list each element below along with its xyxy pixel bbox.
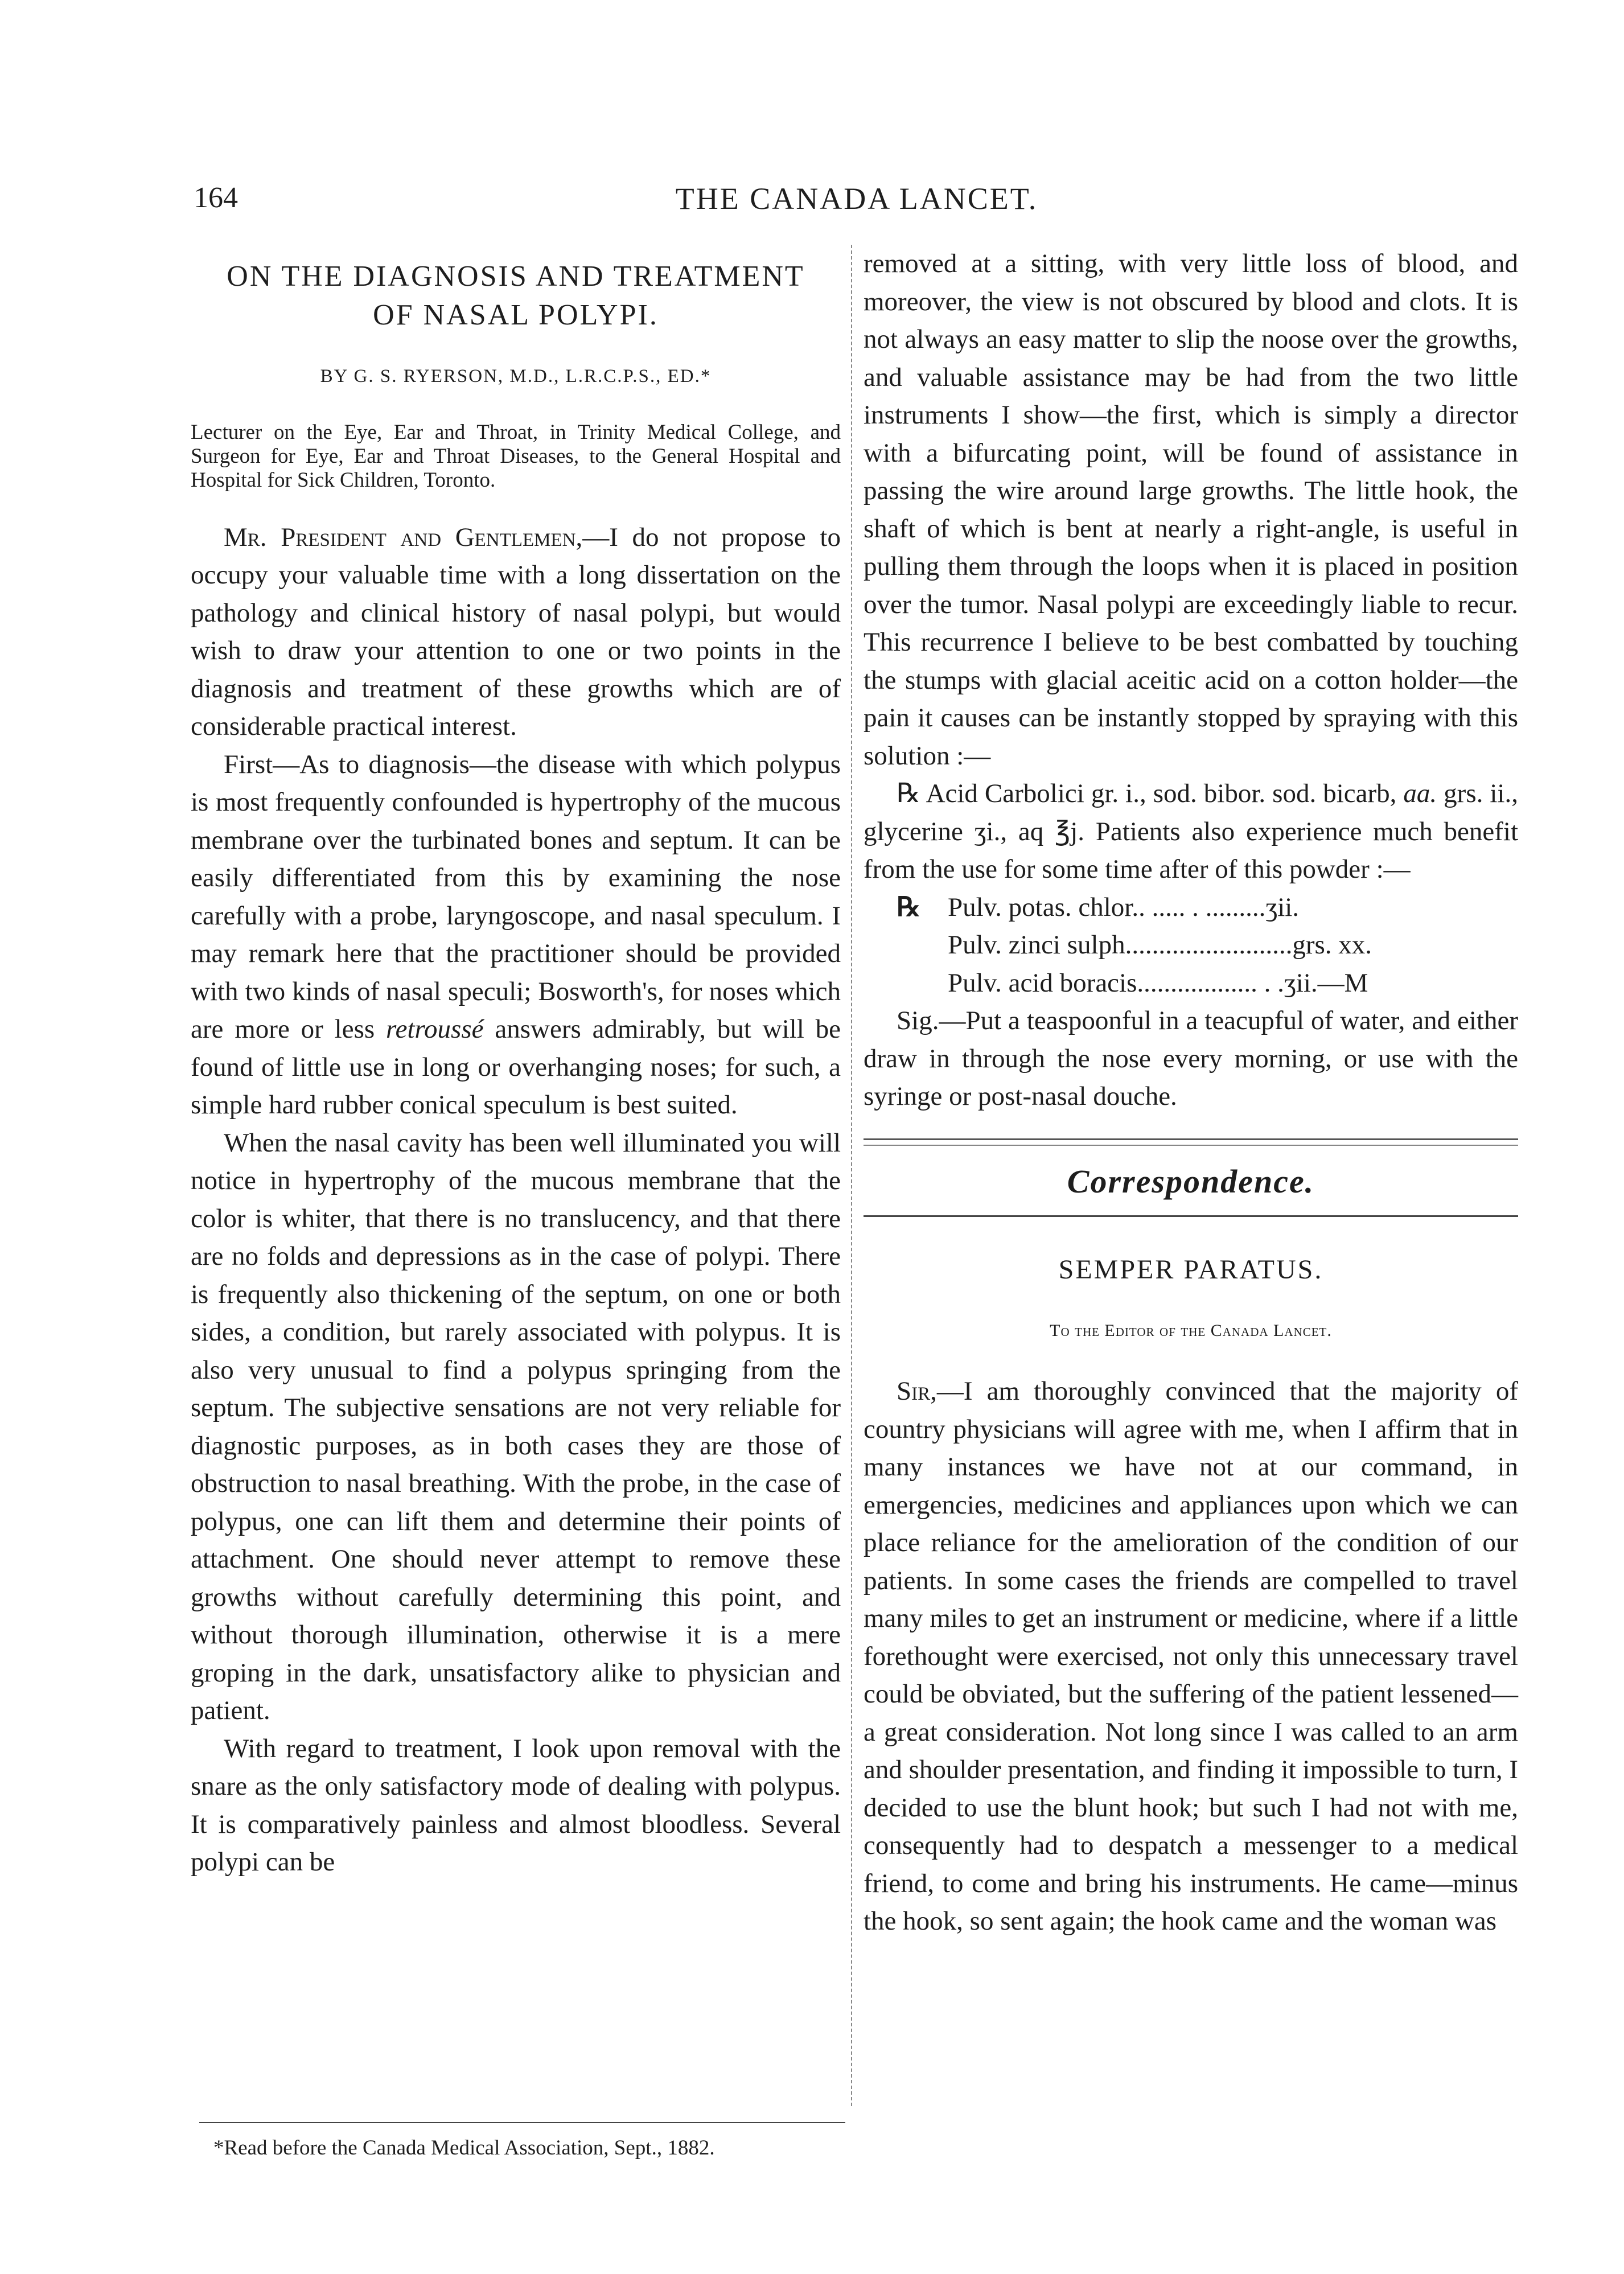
recipe-symbol: ℞ bbox=[897, 892, 921, 922]
article-title bbox=[191, 257, 841, 335]
ana-abbreviation: aa. bbox=[1403, 779, 1437, 808]
letter-salutation: Sir, bbox=[897, 1376, 937, 1406]
prescription-line: Pulv. potas. chlor.. ..... . .........ʒii. bbox=[948, 892, 1300, 922]
letter-addressee: To the Editor of the Canada Lancet. bbox=[1050, 1321, 1332, 1340]
left-column bbox=[191, 245, 841, 1881]
footnote-rule bbox=[199, 2122, 845, 2123]
paragraph-text: —I do not propose to occupy your valuable time with a long dissertation on the pathology and clinical history of nasal polypi, but would wish to draw your attention to one or two points in the diagnosis and treatment of these growths which are of considerable practical interest. bbox=[191, 522, 841, 741]
paragraph-text: answers admirably, but will be found of little use in long or overhanging noses; for such, a simple hard rubber conical speculum is best suited. bbox=[191, 1014, 841, 1120]
prescription-2-line-1 bbox=[864, 889, 1518, 927]
paragraph-illumination: When the nasal cavity has been well illuminated you will notice in hypertrophy of the mucous membrane that the color is whiter, that there is no translucency, and that there are no folds and depressions as in the case of polypi. There is frequently also thickening of the septum, on one or both sides, a condition, but rarely associated with polypus. It is also very unusual to find a polypus springing from the septum. The subjective sensations are not very reliable for diagnostic purposes, as in both cases they are those of obstruction to nasal breathing. With the probe, in the case of polypus, one can lift them and determine their points of attachment. One should never attempt to remove these growths without carefully determining this point, and without thorough illumination, otherwise it is a mere groping in the dark, unsatisfactory alike to physician and patient. bbox=[191, 1128, 841, 1725]
section-divider bbox=[864, 1138, 1518, 1146]
heading-rule bbox=[864, 1215, 1518, 1217]
column-divider bbox=[851, 245, 852, 2106]
paragraph-treatment: With regard to treatment, I look upon removal with the snare as the only satisfactory mode of dealing with polypus. It is comparatively painless and almost bloodless. Several polypi can be bbox=[191, 1733, 841, 1877]
signa-instructions: Sig.—Put a teaspoonful in a teacupful of water, and either draw in through the nose every morning, or use with the syringe or post-nasal douche. bbox=[864, 1006, 1518, 1111]
prescription-2-line-2: Pulv. zinci sulph.........................grs. xx. bbox=[948, 930, 1372, 960]
paragraph-introduction bbox=[191, 519, 841, 746]
page-number: 164 bbox=[194, 182, 238, 214]
letter-title: SEMPER PARATUS. bbox=[1058, 1255, 1323, 1285]
paragraph-text: First—As to diagnosis—the disease with which polypus is most frequently confounded is hypertrophy of the mucous membrane over the turbinated bones and septum. It can be easily differentiated from this by examining the nose carefully with a probe, laryngoscope, and nasal speculum. I may remark here that the practitioner should be provided with two kinds of nasal speculi; Bosworth's, for noses which are more or less bbox=[191, 749, 841, 1044]
prescription-1 bbox=[864, 775, 1518, 889]
author-byline: BY G. S. RYERSON, M.D., L.R.C.P.S., ED.* bbox=[320, 366, 712, 386]
salutation: Mr. President and Gentlemen, bbox=[224, 522, 583, 552]
right-column bbox=[864, 245, 1518, 1940]
prescription-text: grs. ii., glycerine ʒi., aq ℥j. Patients also experience much benefit from the use for some time after of this powder :— bbox=[864, 779, 1518, 884]
letter-text: —I am thoroughly convinced that the majority of country physicians will agree with me, when I affirm that in many instances we have not at our command, in emergencies, medicines and appliances upon which we can place reliance for the amelioration of the condition of our patients. In some cases the friends are compelled to travel many miles to get an instrument or medicine, where if a little forethought were exercised, not only this unnecessary travel could be obviated, but the suffering of the patient lessened—a great consideration. Not long since I was called to an arm and shoulder presentation, and finding it impossible to turn, I decided to use the blunt hook; but such I had not with me, consequently had to despatch a messenger to a medical friend, to come and bring his instruments. He came—minus the hook, so sent again; the hook came and the woman was bbox=[864, 1376, 1519, 1936]
prescription-2-line-3: Pulv. acid boracis.................. . .ʒii.—M bbox=[948, 968, 1368, 998]
italic-word: retroussé bbox=[386, 1014, 484, 1044]
recipe-symbol: ℞ bbox=[897, 779, 921, 808]
running-header bbox=[194, 181, 1520, 227]
journal-title: THE CANADA LANCET. bbox=[675, 182, 1038, 216]
article-title-line-2: OF NASAL POLYPI. bbox=[373, 299, 659, 331]
footnote: *Read before the Canada Medical Association, Sept., 1882. bbox=[213, 2136, 715, 2160]
correspondence-heading: Correspondence. bbox=[1067, 1162, 1315, 1200]
paragraph-diagnosis bbox=[191, 746, 841, 1124]
article-title-line-1: ON THE DIAGNOSIS AND TREATMENT bbox=[227, 260, 805, 293]
prescription-text: Acid Carbolici gr. i., sod. bibor. sod. bicarb, bbox=[926, 779, 1397, 808]
author-affiliation: Lecturer on the Eye, Ear and Throat, in Trinity Medical College, and Surgeon for Eye, Ear and Throat Diseases, to the General Hospital and Hospital for Sick Children, Toronto. bbox=[191, 420, 841, 492]
letter-body bbox=[864, 1372, 1518, 1940]
paragraph-continuation: removed at a sitting, with very little loss of blood, and moreover, the view is not obscured by blood and clots. It is not always an easy matter to slip the noose over the growths, and valuable assistance may be had from the two little instruments I show—the first, which is simply a director with a bifurcating point, will be found of assistance in passing the wire around large growths. The little hook, the shaft of which is bent at nearly a right-angle, is useful in pulling them through the loops when it is placed in position over the tumor. Nasal polypi are exceedingly liable to recur. This recurrence I believe to be best combatted by touching the stumps with glacial aceitic acid on a cotton holder—the pain it causes can be instantly stopped by spraying with this solution :— bbox=[864, 249, 1518, 771]
